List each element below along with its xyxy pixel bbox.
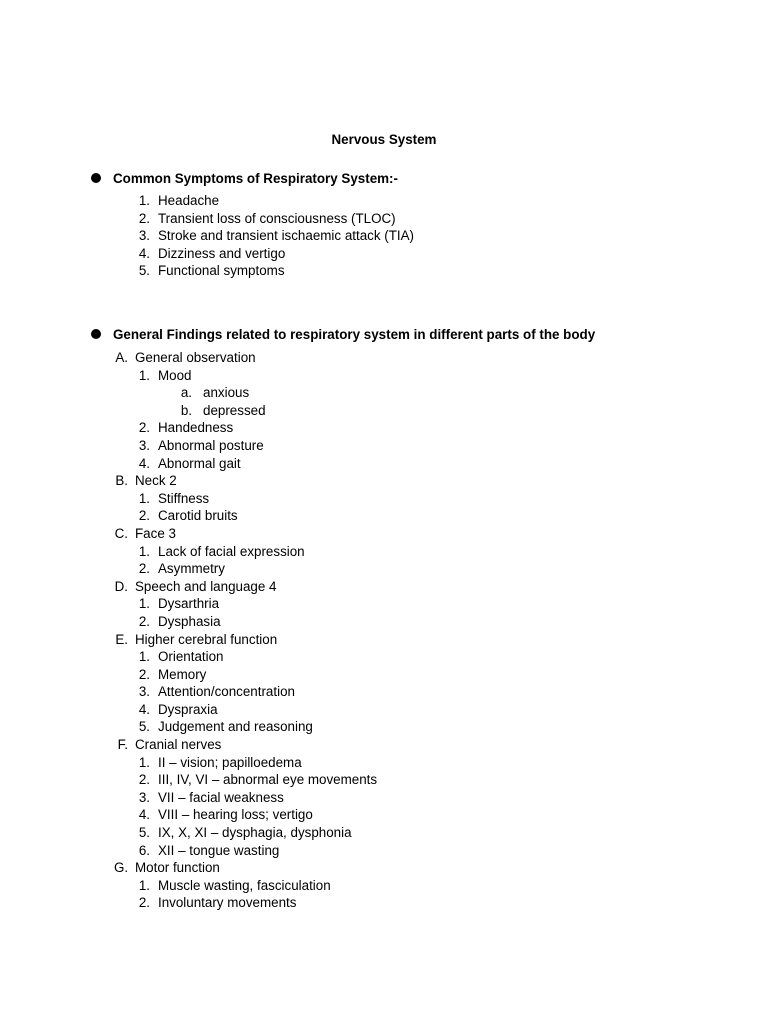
list-marker: 2. [138, 210, 150, 226]
list-item-text: Asymmetry [158, 561, 225, 577]
list-marker: 4. [138, 455, 150, 471]
list-marker: E. [115, 631, 128, 647]
section-general-findings [88, 325, 595, 912]
list-item-text: Judgement and reasoning [158, 719, 313, 735]
list-item-text: Transient loss of consciousness (TLOC) [158, 210, 396, 226]
list-item [88, 824, 595, 842]
list-marker: 4. [138, 701, 150, 717]
list-item-text: Dizziness and vertigo [158, 245, 286, 261]
list-marker: 1. [138, 754, 150, 770]
list-marker: 3. [138, 789, 150, 805]
list-item [88, 490, 595, 508]
list-item [88, 437, 595, 455]
list-item-text: Face 3 [135, 525, 176, 541]
bullet-icon [91, 329, 101, 339]
list-marker: 6. [138, 842, 150, 858]
list-item-text: XII – tongue wasting [158, 842, 280, 858]
list-item-text: Lack of facial expression [158, 543, 305, 559]
list-item [88, 578, 595, 596]
list-item-text: II – vision; papilloedema [158, 754, 302, 770]
list-marker: 5. [138, 825, 150, 841]
list-item [88, 771, 595, 789]
list-item-text: III, IV, VI – abnormal eye movements [158, 772, 378, 788]
list-item [88, 349, 595, 367]
list-item-text: VII – facial weakness [158, 789, 284, 805]
list-marker: 1. [138, 193, 150, 208]
list-marker: 1. [138, 877, 150, 893]
list-item [88, 245, 398, 263]
list-marker: 2. [138, 561, 150, 577]
list-item [88, 683, 595, 701]
list-item [88, 210, 398, 228]
symptom-list [88, 192, 415, 280]
list-item [88, 595, 595, 613]
list-item-text: Speech and language 4 [135, 578, 277, 594]
list-item-text: Stiffness [158, 490, 210, 506]
list-marker: G. [114, 860, 129, 876]
list-marker: 1. [138, 490, 150, 506]
list-item-text: Mood [158, 367, 192, 383]
list-marker: 1. [138, 649, 150, 665]
list-item-text: Headache [158, 193, 220, 208]
list-item [88, 227, 415, 245]
list-marker: b. [180, 402, 192, 418]
list-item-text: Neck 2 [135, 473, 177, 489]
list-item [88, 754, 595, 772]
list-item [88, 666, 595, 684]
list-item [88, 648, 595, 666]
list-marker: 3. [138, 684, 150, 700]
list-item [88, 419, 595, 437]
list-item [88, 701, 595, 719]
list-item-text: VIII – hearing loss; vertigo [158, 807, 313, 823]
list-item [88, 455, 595, 473]
list-marker: 2. [138, 508, 150, 524]
section-heading-text: General Findings related to respiratory system in different parts of the body [113, 326, 596, 342]
list-marker: F. [117, 737, 128, 753]
list-item [88, 384, 595, 402]
section-heading [88, 169, 398, 187]
list-item-text: Motor function [135, 860, 220, 876]
list-marker: 1. [138, 543, 150, 559]
list-item [88, 877, 595, 895]
section-heading [88, 325, 595, 343]
list-item-text: Orientation [158, 649, 224, 665]
list-marker: 1. [138, 596, 150, 612]
list-item [88, 402, 595, 420]
list-item-text: Cranial nerves [135, 737, 222, 753]
list-item-text: Abnormal gait [158, 455, 241, 471]
list-marker: 3. [138, 228, 150, 244]
list-item [88, 631, 595, 649]
list-item-text: General observation [135, 350, 256, 365]
list-item-text: anxious [203, 385, 250, 401]
list-item [88, 525, 595, 543]
list-marker: 2. [138, 772, 150, 788]
page-title: Nervous System [331, 132, 437, 147]
list-marker: B. [115, 473, 128, 489]
list-item-text: Attention/concentration [158, 684, 295, 700]
list-item [88, 789, 595, 807]
list-item [88, 192, 398, 210]
list-item-text: Higher cerebral function [135, 631, 278, 647]
list-marker: 5. [138, 263, 150, 279]
section-common-symptoms [88, 169, 415, 280]
list-item-text: IX, X, XI – dysphagia, dysphonia [158, 825, 352, 841]
list-item [88, 842, 595, 860]
list-marker: 3. [138, 437, 150, 453]
list-item-text: Muscle wasting, fasciculation [158, 877, 331, 893]
list-item [88, 560, 595, 578]
list-item-text: Abnormal posture [158, 437, 264, 453]
list-item [88, 806, 595, 824]
findings-list [88, 349, 595, 912]
list-item [88, 507, 595, 525]
list-item [88, 613, 595, 631]
list-item-text: Functional symptoms [158, 263, 285, 279]
list-item-text: Dysarthria [158, 596, 220, 612]
list-item [88, 859, 595, 877]
list-marker: a. [180, 385, 192, 401]
list-item [88, 472, 595, 490]
list-item [88, 262, 398, 280]
bullet-icon [91, 173, 101, 183]
list-marker: 2. [138, 666, 150, 682]
list-marker: D. [114, 578, 128, 594]
list-item [88, 718, 595, 736]
list-item-text: Dyspraxia [158, 701, 218, 717]
list-item-text: Involuntary movements [158, 895, 297, 911]
list-marker: 2. [138, 895, 150, 911]
list-marker: 1. [138, 367, 150, 383]
list-item [88, 543, 595, 561]
list-item-text: depressed [203, 402, 266, 418]
list-item-text: Handedness [158, 420, 234, 436]
list-marker: 5. [138, 719, 150, 735]
list-marker: C. [114, 525, 128, 541]
list-item-text: Stroke and transient ischaemic attack (TIA) [158, 228, 415, 244]
list-marker: 4. [138, 245, 150, 261]
list-marker: A. [115, 350, 128, 365]
list-item-text: Carotid bruits [158, 508, 238, 524]
list-item-text: Dysphasia [158, 613, 221, 629]
list-marker: 2. [138, 613, 150, 629]
list-marker: 2. [138, 420, 150, 436]
list-item [88, 894, 595, 912]
list-marker: 4. [138, 807, 150, 823]
section-heading-text: Common Symptoms of Respiratory System:- [113, 170, 398, 186]
list-item-text: Memory [158, 666, 207, 682]
list-item [88, 736, 595, 754]
list-item [88, 367, 595, 385]
